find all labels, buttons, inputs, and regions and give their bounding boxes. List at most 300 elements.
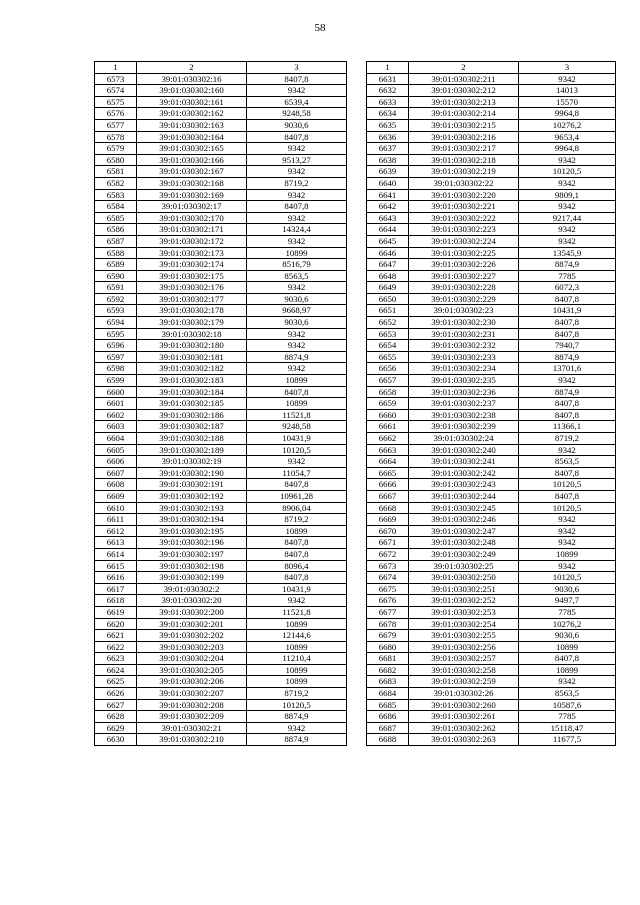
value-cell: 9342 bbox=[247, 85, 347, 97]
row-number-cell: 6685 bbox=[367, 699, 409, 711]
row-number-cell: 6675 bbox=[367, 583, 409, 595]
value-cell: 8407,8 bbox=[519, 653, 616, 665]
table-row bbox=[367, 711, 616, 723]
cadastral-number-cell: 39:01:030302:173 bbox=[137, 247, 247, 259]
cadastral-number-cell: 39:01:030302:219 bbox=[409, 166, 519, 178]
table-row bbox=[367, 154, 616, 166]
table-row bbox=[367, 467, 616, 479]
table-row bbox=[367, 270, 616, 282]
table-row bbox=[367, 119, 616, 131]
table-row bbox=[95, 502, 347, 514]
cadastral-number-cell: 39:01:030302:232 bbox=[409, 340, 519, 352]
row-number-cell: 6614 bbox=[95, 548, 137, 560]
row-number-cell: 6682 bbox=[367, 664, 409, 676]
cadastral-number-cell: 39:01:030302:208 bbox=[137, 699, 247, 711]
value-cell: 10899 bbox=[247, 375, 347, 387]
cadastral-number-cell: 39:01:030302:259 bbox=[409, 676, 519, 688]
table-row bbox=[367, 560, 616, 572]
value-cell: 14013 bbox=[519, 85, 616, 97]
cadastral-number-cell: 39:01:030302:18 bbox=[137, 328, 247, 340]
value-cell: 10120,5 bbox=[247, 699, 347, 711]
value-cell: 8407,8 bbox=[519, 293, 616, 305]
cadastral-number-cell: 39:01:030302:250 bbox=[409, 572, 519, 584]
row-number-cell: 6672 bbox=[367, 548, 409, 560]
cadastral-number-cell: 39:01:030302:247 bbox=[409, 525, 519, 537]
table-row bbox=[367, 490, 616, 502]
cadastral-number-cell: 39:01:030302:22 bbox=[409, 177, 519, 189]
value-cell: 7940,7 bbox=[519, 340, 616, 352]
value-cell: 10120,5 bbox=[247, 444, 347, 456]
cadastral-number-cell: 39:01:030302:207 bbox=[137, 688, 247, 700]
table-row bbox=[95, 630, 347, 642]
table-row bbox=[95, 201, 347, 213]
value-cell: 8563,5 bbox=[247, 270, 347, 282]
value-cell: 9964,8 bbox=[519, 108, 616, 120]
table-row bbox=[367, 189, 616, 201]
value-cell: 9342 bbox=[247, 363, 347, 375]
table-row bbox=[95, 398, 347, 410]
cadastral-number-cell: 39:01:030302:252 bbox=[409, 595, 519, 607]
value-cell: 8719,2 bbox=[519, 433, 616, 445]
cadastral-number-cell: 39:01:030302:196 bbox=[137, 537, 247, 549]
cadastral-number-cell: 39:01:030302:211 bbox=[409, 73, 519, 85]
cadastral-number-cell: 39:01:030302:248 bbox=[409, 537, 519, 549]
row-number-cell: 6662 bbox=[367, 433, 409, 445]
row-number-cell: 6677 bbox=[367, 606, 409, 618]
value-cell: 8407,8 bbox=[247, 548, 347, 560]
table-row bbox=[95, 166, 347, 178]
row-number-cell: 6588 bbox=[95, 247, 137, 259]
table-row bbox=[367, 456, 616, 468]
row-number-cell: 6669 bbox=[367, 514, 409, 526]
row-number-cell: 6683 bbox=[367, 676, 409, 688]
value-cell: 7785 bbox=[519, 270, 616, 282]
row-number-cell: 6665 bbox=[367, 467, 409, 479]
cadastral-number-cell: 39:01:030302:263 bbox=[409, 734, 519, 746]
table-row bbox=[95, 259, 347, 271]
cadastral-number-cell: 39:01:030302:224 bbox=[409, 235, 519, 247]
row-number-cell: 6624 bbox=[95, 664, 137, 676]
table-row bbox=[367, 688, 616, 700]
row-number-cell: 6642 bbox=[367, 201, 409, 213]
table-row bbox=[95, 711, 347, 723]
header-row bbox=[95, 62, 347, 74]
value-cell: 9964,8 bbox=[519, 143, 616, 155]
value-cell: 9342 bbox=[247, 282, 347, 294]
column-header: 2 bbox=[137, 62, 247, 74]
row-number-cell: 6612 bbox=[95, 525, 137, 537]
row-number-cell: 6679 bbox=[367, 630, 409, 642]
table-row bbox=[95, 119, 347, 131]
table-row bbox=[367, 305, 616, 317]
value-cell: 9342 bbox=[519, 560, 616, 572]
table-row bbox=[367, 676, 616, 688]
value-cell: 10431,9 bbox=[247, 433, 347, 445]
row-number-cell: 6674 bbox=[367, 572, 409, 584]
value-cell: 8096,4 bbox=[247, 560, 347, 572]
table-row bbox=[367, 143, 616, 155]
row-number-cell: 6645 bbox=[367, 235, 409, 247]
row-number-cell: 6610 bbox=[95, 502, 137, 514]
cadastral-number-cell: 39:01:030302:245 bbox=[409, 502, 519, 514]
row-number-cell: 6634 bbox=[367, 108, 409, 120]
cadastral-number-cell: 39:01:030302:181 bbox=[137, 351, 247, 363]
value-cell: 10899 bbox=[519, 548, 616, 560]
value-cell: 8407,8 bbox=[247, 386, 347, 398]
cadastral-number-cell: 39:01:030302:210 bbox=[137, 734, 247, 746]
row-number-cell: 6660 bbox=[367, 409, 409, 421]
row-number-cell: 6584 bbox=[95, 201, 137, 213]
row-number-cell: 6616 bbox=[95, 572, 137, 584]
cadastral-number-cell: 39:01:030302:199 bbox=[137, 572, 247, 584]
value-cell: 10120,5 bbox=[519, 166, 616, 178]
value-cell: 14324,4 bbox=[247, 224, 347, 236]
cadastral-number-cell: 39:01:030302:171 bbox=[137, 224, 247, 236]
value-cell: 9342 bbox=[519, 375, 616, 387]
column-header: 3 bbox=[519, 62, 616, 74]
cadastral-number-cell: 39:01:030302:257 bbox=[409, 653, 519, 665]
table-row bbox=[95, 85, 347, 97]
value-cell: 9030,6 bbox=[519, 583, 616, 595]
page-number: 58 bbox=[314, 22, 326, 34]
row-number-cell: 6621 bbox=[95, 630, 137, 642]
value-cell: 10120,5 bbox=[519, 572, 616, 584]
row-number-cell: 6647 bbox=[367, 259, 409, 271]
table-row bbox=[367, 235, 616, 247]
table-row bbox=[95, 340, 347, 352]
value-cell: 6539,4 bbox=[247, 96, 347, 108]
value-cell: 10276,2 bbox=[519, 119, 616, 131]
table-row bbox=[95, 653, 347, 665]
value-cell: 9342 bbox=[247, 189, 347, 201]
row-number-cell: 6595 bbox=[95, 328, 137, 340]
row-number-cell: 6574 bbox=[95, 85, 137, 97]
table-row bbox=[95, 131, 347, 143]
cadastral-number-cell: 39:01:030302:242 bbox=[409, 467, 519, 479]
table-row bbox=[95, 375, 347, 387]
value-cell: 8563,5 bbox=[519, 688, 616, 700]
table-row bbox=[95, 421, 347, 433]
table-row bbox=[95, 247, 347, 259]
cadastral-number-cell: 39:01:030302:166 bbox=[137, 154, 247, 166]
cadastral-number-cell: 39:01:030302:209 bbox=[137, 711, 247, 723]
cadastral-number-cell: 39:01:030302:191 bbox=[137, 479, 247, 491]
row-number-cell: 6577 bbox=[95, 119, 137, 131]
value-cell: 8407,8 bbox=[519, 409, 616, 421]
cadastral-number-cell: 39:01:030302:205 bbox=[137, 664, 247, 676]
value-cell: 9653,4 bbox=[519, 131, 616, 143]
row-number-cell: 6663 bbox=[367, 444, 409, 456]
value-cell: 9342 bbox=[247, 166, 347, 178]
value-cell: 10899 bbox=[247, 247, 347, 259]
value-cell: 10431,9 bbox=[519, 305, 616, 317]
table-row bbox=[95, 351, 347, 363]
column-header: 3 bbox=[247, 62, 347, 74]
row-number-cell: 6686 bbox=[367, 711, 409, 723]
cadastral-number-cell: 39:01:030302:221 bbox=[409, 201, 519, 213]
table-row bbox=[95, 73, 347, 85]
table-row bbox=[367, 247, 616, 259]
cadastral-number-cell: 39:01:030302:256 bbox=[409, 641, 519, 653]
table-row bbox=[367, 293, 616, 305]
value-cell: 9342 bbox=[519, 525, 616, 537]
cadastral-number-cell: 39:01:030302:16 bbox=[137, 73, 247, 85]
cadastral-number-cell: 39:01:030302:228 bbox=[409, 282, 519, 294]
row-number-cell: 6604 bbox=[95, 433, 137, 445]
row-number-cell: 6603 bbox=[95, 421, 137, 433]
cadastral-number-cell: 39:01:030302:23 bbox=[409, 305, 519, 317]
table-row bbox=[367, 514, 616, 526]
value-cell: 11521,8 bbox=[247, 606, 347, 618]
cadastral-number-cell: 39:01:030302:182 bbox=[137, 363, 247, 375]
row-number-cell: 6657 bbox=[367, 375, 409, 387]
table-row bbox=[95, 96, 347, 108]
value-cell: 6072,3 bbox=[519, 282, 616, 294]
row-number-cell: 6591 bbox=[95, 282, 137, 294]
cadastral-number-cell: 39:01:030302:195 bbox=[137, 525, 247, 537]
table-row bbox=[95, 572, 347, 584]
value-cell: 9342 bbox=[519, 514, 616, 526]
table-row bbox=[95, 525, 347, 537]
table-row bbox=[367, 177, 616, 189]
row-number-cell: 6632 bbox=[367, 85, 409, 97]
value-cell: 11366,1 bbox=[519, 421, 616, 433]
value-cell: 9248,58 bbox=[247, 108, 347, 120]
table-row bbox=[95, 108, 347, 120]
table-row bbox=[367, 259, 616, 271]
cadastral-number-cell: 39:01:030302:262 bbox=[409, 722, 519, 734]
row-number-cell: 6631 bbox=[367, 73, 409, 85]
cadastral-number-cell: 39:01:030302:258 bbox=[409, 664, 519, 676]
table-row bbox=[95, 282, 347, 294]
table-row bbox=[95, 583, 347, 595]
cadastral-number-cell: 39:01:030302:161 bbox=[137, 96, 247, 108]
table-row bbox=[367, 734, 616, 746]
row-number-cell: 6629 bbox=[95, 722, 137, 734]
cadastral-number-cell: 39:01:030302:179 bbox=[137, 317, 247, 329]
table-row bbox=[367, 630, 616, 642]
table-row bbox=[367, 166, 616, 178]
cadastral-number-cell: 39:01:030302:260 bbox=[409, 699, 519, 711]
value-cell: 8719,2 bbox=[247, 177, 347, 189]
row-number-cell: 6580 bbox=[95, 154, 137, 166]
cadastral-number-cell: 39:01:030302:225 bbox=[409, 247, 519, 259]
table-row bbox=[367, 699, 616, 711]
value-cell: 9248,58 bbox=[247, 421, 347, 433]
table-row bbox=[95, 456, 347, 468]
table-row bbox=[367, 502, 616, 514]
row-number-cell: 6575 bbox=[95, 96, 137, 108]
row-number-cell: 6630 bbox=[95, 734, 137, 746]
table-row bbox=[367, 96, 616, 108]
row-number-cell: 6615 bbox=[95, 560, 137, 572]
table-row bbox=[95, 722, 347, 734]
value-cell: 8407,8 bbox=[519, 398, 616, 410]
value-cell: 8874,9 bbox=[247, 351, 347, 363]
row-number-cell: 6609 bbox=[95, 490, 137, 502]
value-cell: 9342 bbox=[247, 235, 347, 247]
row-number-cell: 6625 bbox=[95, 676, 137, 688]
value-cell: 9342 bbox=[247, 340, 347, 352]
value-cell: 9342 bbox=[519, 73, 616, 85]
row-number-cell: 6653 bbox=[367, 328, 409, 340]
row-number-cell: 6635 bbox=[367, 119, 409, 131]
row-number-cell: 6619 bbox=[95, 606, 137, 618]
value-cell: 10899 bbox=[247, 641, 347, 653]
value-cell: 7785 bbox=[519, 711, 616, 723]
cadastral-number-cell: 39:01:030302:229 bbox=[409, 293, 519, 305]
cadastral-number-cell: 39:01:030302:25 bbox=[409, 560, 519, 572]
table-row bbox=[95, 270, 347, 282]
cadastral-number-cell: 39:01:030302:251 bbox=[409, 583, 519, 595]
cadastral-number-cell: 39:01:030302:231 bbox=[409, 328, 519, 340]
table-row bbox=[367, 224, 616, 236]
row-number-cell: 6622 bbox=[95, 641, 137, 653]
cadastral-number-cell: 39:01:030302:194 bbox=[137, 514, 247, 526]
value-cell: 7785 bbox=[519, 606, 616, 618]
cadastral-number-cell: 39:01:030302:240 bbox=[409, 444, 519, 456]
cadastral-number-cell: 39:01:030302:183 bbox=[137, 375, 247, 387]
cadastral-number-cell: 39:01:030302:176 bbox=[137, 282, 247, 294]
value-cell: 10899 bbox=[247, 664, 347, 676]
value-cell: 9342 bbox=[519, 177, 616, 189]
row-number-cell: 6593 bbox=[95, 305, 137, 317]
cadastral-number-cell: 39:01:030302:244 bbox=[409, 490, 519, 502]
row-number-cell: 6611 bbox=[95, 514, 137, 526]
row-number-cell: 6601 bbox=[95, 398, 137, 410]
cadastral-number-cell: 39:01:030302:214 bbox=[409, 108, 519, 120]
value-cell: 9668,97 bbox=[247, 305, 347, 317]
table-row bbox=[367, 409, 616, 421]
cadastral-number-cell: 39:01:030302:233 bbox=[409, 351, 519, 363]
row-number-cell: 6607 bbox=[95, 467, 137, 479]
cadastral-number-cell: 39:01:030302:220 bbox=[409, 189, 519, 201]
value-cell: 10961,28 bbox=[247, 490, 347, 502]
table-row bbox=[95, 317, 347, 329]
value-cell: 10276,2 bbox=[519, 618, 616, 630]
right-table bbox=[366, 61, 616, 746]
cadastral-number-cell: 39:01:030302:168 bbox=[137, 177, 247, 189]
value-cell: 9342 bbox=[519, 154, 616, 166]
cadastral-number-cell: 39:01:030302:197 bbox=[137, 548, 247, 560]
table-row bbox=[95, 143, 347, 155]
column-header: 1 bbox=[367, 62, 409, 74]
table-row bbox=[367, 363, 616, 375]
row-number-cell: 6608 bbox=[95, 479, 137, 491]
table-row bbox=[367, 85, 616, 97]
table-row bbox=[367, 641, 616, 653]
table-row bbox=[367, 108, 616, 120]
cadastral-number-cell: 39:01:030302:200 bbox=[137, 606, 247, 618]
value-cell: 9342 bbox=[247, 212, 347, 224]
cadastral-number-cell: 39:01:030302:20 bbox=[137, 595, 247, 607]
table-row bbox=[367, 282, 616, 294]
table-row bbox=[367, 583, 616, 595]
row-number-cell: 6651 bbox=[367, 305, 409, 317]
cadastral-number-cell: 39:01:030302:190 bbox=[137, 467, 247, 479]
cadastral-number-cell: 39:01:030302:249 bbox=[409, 548, 519, 560]
table-row bbox=[367, 595, 616, 607]
row-number-cell: 6681 bbox=[367, 653, 409, 665]
row-number-cell: 6596 bbox=[95, 340, 137, 352]
value-cell: 11677,5 bbox=[519, 734, 616, 746]
row-number-cell: 6587 bbox=[95, 235, 137, 247]
cadastral-number-cell: 39:01:030302:189 bbox=[137, 444, 247, 456]
value-cell: 10899 bbox=[519, 641, 616, 653]
cadastral-number-cell: 39:01:030302:186 bbox=[137, 409, 247, 421]
cadastral-number-cell: 39:01:030302:174 bbox=[137, 259, 247, 271]
table-row bbox=[95, 514, 347, 526]
cadastral-number-cell: 39:01:030302:203 bbox=[137, 641, 247, 653]
value-cell: 9342 bbox=[519, 676, 616, 688]
table-row bbox=[95, 688, 347, 700]
cadastral-number-cell: 39:01:030302:253 bbox=[409, 606, 519, 618]
value-cell: 8719,2 bbox=[247, 514, 347, 526]
table-row bbox=[95, 606, 347, 618]
table-row bbox=[367, 375, 616, 387]
row-number-cell: 6579 bbox=[95, 143, 137, 155]
value-cell: 9342 bbox=[247, 722, 347, 734]
cadastral-number-cell: 39:01:030302:178 bbox=[137, 305, 247, 317]
cadastral-number-cell: 39:01:030302:235 bbox=[409, 375, 519, 387]
value-cell: 8874,9 bbox=[519, 259, 616, 271]
cadastral-number-cell: 39:01:030302:217 bbox=[409, 143, 519, 155]
row-number-cell: 6573 bbox=[95, 73, 137, 85]
cadastral-number-cell: 39:01:030302:164 bbox=[137, 131, 247, 143]
row-number-cell: 6623 bbox=[95, 653, 137, 665]
row-number-cell: 6670 bbox=[367, 525, 409, 537]
row-number-cell: 6671 bbox=[367, 537, 409, 549]
row-number-cell: 6650 bbox=[367, 293, 409, 305]
row-number-cell: 6590 bbox=[95, 270, 137, 282]
row-number-cell: 6589 bbox=[95, 259, 137, 271]
row-number-cell: 6586 bbox=[95, 224, 137, 236]
table-row bbox=[95, 664, 347, 676]
value-cell: 8906,04 bbox=[247, 502, 347, 514]
table-row bbox=[367, 572, 616, 584]
table-row bbox=[367, 201, 616, 213]
row-number-cell: 6637 bbox=[367, 143, 409, 155]
value-cell: 11210,4 bbox=[247, 653, 347, 665]
value-cell: 9809,1 bbox=[519, 189, 616, 201]
table-row bbox=[95, 560, 347, 572]
cadastral-number-cell: 39:01:030302:202 bbox=[137, 630, 247, 642]
row-number-cell: 6668 bbox=[367, 502, 409, 514]
row-number-cell: 6638 bbox=[367, 154, 409, 166]
row-number-cell: 6606 bbox=[95, 456, 137, 468]
value-cell: 10120,5 bbox=[519, 479, 616, 491]
value-cell: 9030,6 bbox=[247, 119, 347, 131]
cadastral-number-cell: 39:01:030302:243 bbox=[409, 479, 519, 491]
row-number-cell: 6613 bbox=[95, 537, 137, 549]
value-cell: 9342 bbox=[247, 456, 347, 468]
table-row bbox=[95, 363, 347, 375]
cadastral-number-cell: 39:01:030302:239 bbox=[409, 421, 519, 433]
cadastral-number-cell: 39:01:030302:180 bbox=[137, 340, 247, 352]
row-number-cell: 6636 bbox=[367, 131, 409, 143]
table-row bbox=[95, 305, 347, 317]
value-cell: 9030,6 bbox=[247, 317, 347, 329]
table-row bbox=[95, 154, 347, 166]
cadastral-number-cell: 39:01:030302:218 bbox=[409, 154, 519, 166]
cadastral-number-cell: 39:01:030302:175 bbox=[137, 270, 247, 282]
table-row bbox=[367, 444, 616, 456]
table-row bbox=[95, 618, 347, 630]
value-cell: 10899 bbox=[247, 676, 347, 688]
table-row bbox=[367, 722, 616, 734]
table-row bbox=[367, 317, 616, 329]
value-cell: 9217,44 bbox=[519, 212, 616, 224]
